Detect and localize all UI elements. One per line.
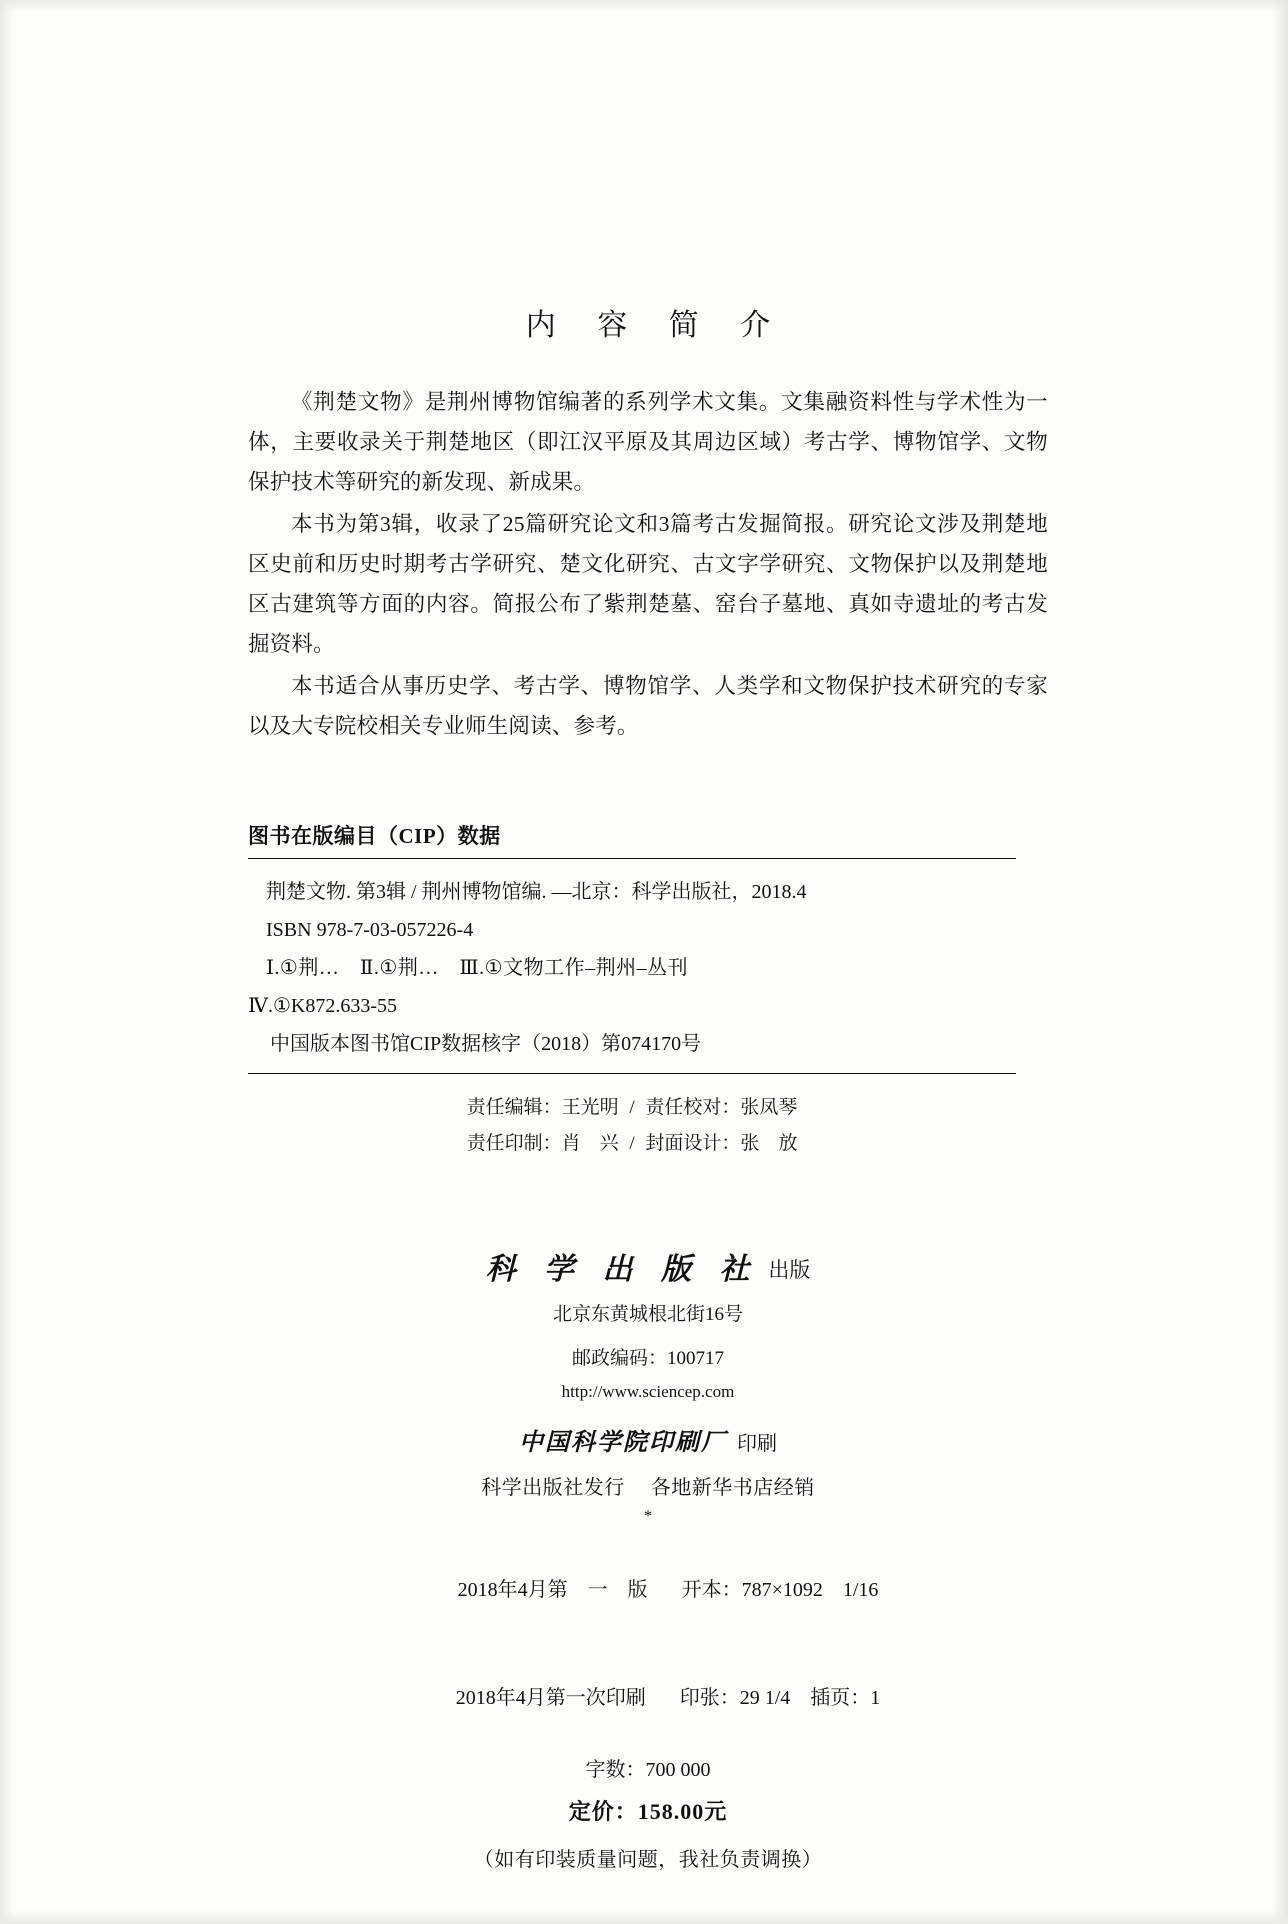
imprint-word-count: 字数：700 000 (585, 1759, 711, 1781)
imprint-row-1 (248, 1536, 1048, 1644)
credits-separator-2: / (629, 1133, 635, 1154)
printer-line (248, 1422, 1048, 1457)
publisher-url[interactable]: http://www.sciencep.com (561, 1382, 735, 1401)
cip-line-registry: 中国版本图书馆CIP数据核字（2018）第074170号 (270, 1033, 702, 1055)
responsible-printer: 责任印制：肖 兴 (466, 1133, 619, 1154)
credits-separator-1: / (629, 1097, 635, 1118)
summary-heading: 内 容 简 介 (525, 308, 787, 343)
cip-line-isbn: ISBN 978-7-03-057226-4 (266, 919, 474, 941)
cip-line-title: 荆楚文物. 第3辑 / 荆州博物馆编. —北京：科学出版社，2018.4 (266, 881, 807, 903)
summary-paragraph-3: 本书适合从事历史学、考古学、博物馆学、人类学和文物保护技术研究的专家以及大专院校相关专业师生阅读、参考。 (248, 674, 1048, 738)
price-label: 定价： (568, 1799, 638, 1824)
cip-line-classification-iv: Ⅳ.①K872.633-55 (248, 995, 398, 1017)
quality-note: （如有印装质量问题，我社负责调换） (473, 1849, 823, 1871)
page-edge-shading-right (1272, 0, 1288, 1924)
publisher-block (248, 1244, 1048, 1528)
distribution-line (248, 1471, 1048, 1500)
price-value: 158.00元 (637, 1799, 728, 1824)
publisher-address: 北京东黄城根北街16号 (552, 1304, 743, 1325)
print-date: 2018年4月第一次印刷 (455, 1687, 646, 1709)
credits-line-1 (248, 1090, 1016, 1126)
price-line (248, 1794, 1048, 1830)
staff-credits (248, 1074, 1016, 1170)
page-edge-shading-left (0, 0, 14, 1924)
cip-lines (248, 859, 1016, 1073)
printer-name: 中国科学院印刷厂 (519, 1430, 727, 1456)
distribution-publisher: 科学出版社发行 (481, 1477, 625, 1499)
imprint-block (248, 1536, 1048, 1878)
publisher-postcode: 邮政编码：100717 (571, 1348, 724, 1369)
responsible-editor: 责任编辑：王光明 (466, 1097, 619, 1118)
page-content (248, 0, 1048, 1878)
distribution-bookstores: 各地新华书店经销 (650, 1477, 815, 1499)
summary-paragraph-1: 《荆楚文物》是荆州博物馆编著的系列学术文集。文集融资料性与学术性为一体，主要收录关于荆楚地区（即江汉平原及其周边区域）考古学、博物馆学、文物保护技术等研究的新发现、新成果。 (248, 390, 1048, 494)
publisher-name: 科 学 出 版 社 (485, 1252, 759, 1287)
book-format: 开本：787×1092 1/16 (681, 1579, 879, 1601)
credits-line-2 (248, 1126, 1016, 1162)
publisher-name-line (248, 1244, 1048, 1288)
edition-date: 2018年4月第 一 版 (457, 1579, 648, 1601)
cip-line-classification: Ⅰ.①荆… Ⅱ.①荆… Ⅲ.①文物工作–荆州–丛刊 (266, 957, 689, 979)
decorative-asterisk: * (644, 1508, 652, 1525)
printer-suffix: 印刷 (737, 1433, 777, 1455)
cover-designer: 封面设计：张 放 (645, 1133, 798, 1154)
responsible-proofreader: 责任校对：张凤琴 (645, 1097, 798, 1118)
summary-paragraph-2: 本书为第3辑，收录了25篇研究论文和3篇考古发掘简报。研究论文涉及荆楚地区史前和历史时期考古学研究、楚文化研究、古文字学研究、文物保护以及荆楚地区古建筑等方面的内容。简报公布了紫荆楚墓、窑台子墓地、真如寺遗址的考古发掘资料。 (248, 512, 1048, 656)
imprint-row-2 (248, 1644, 1048, 1752)
cip-block (248, 820, 1016, 1170)
publisher-name-suffix: 出版 (768, 1258, 811, 1282)
cip-heading: 图书在版编目（CIP）数据 (248, 824, 501, 848)
page-edge-shading-bottom (0, 1910, 1288, 1924)
sheets-and-inserts: 印张：29 1/4 插页：1 (679, 1687, 881, 1709)
summary-body (248, 382, 1048, 746)
